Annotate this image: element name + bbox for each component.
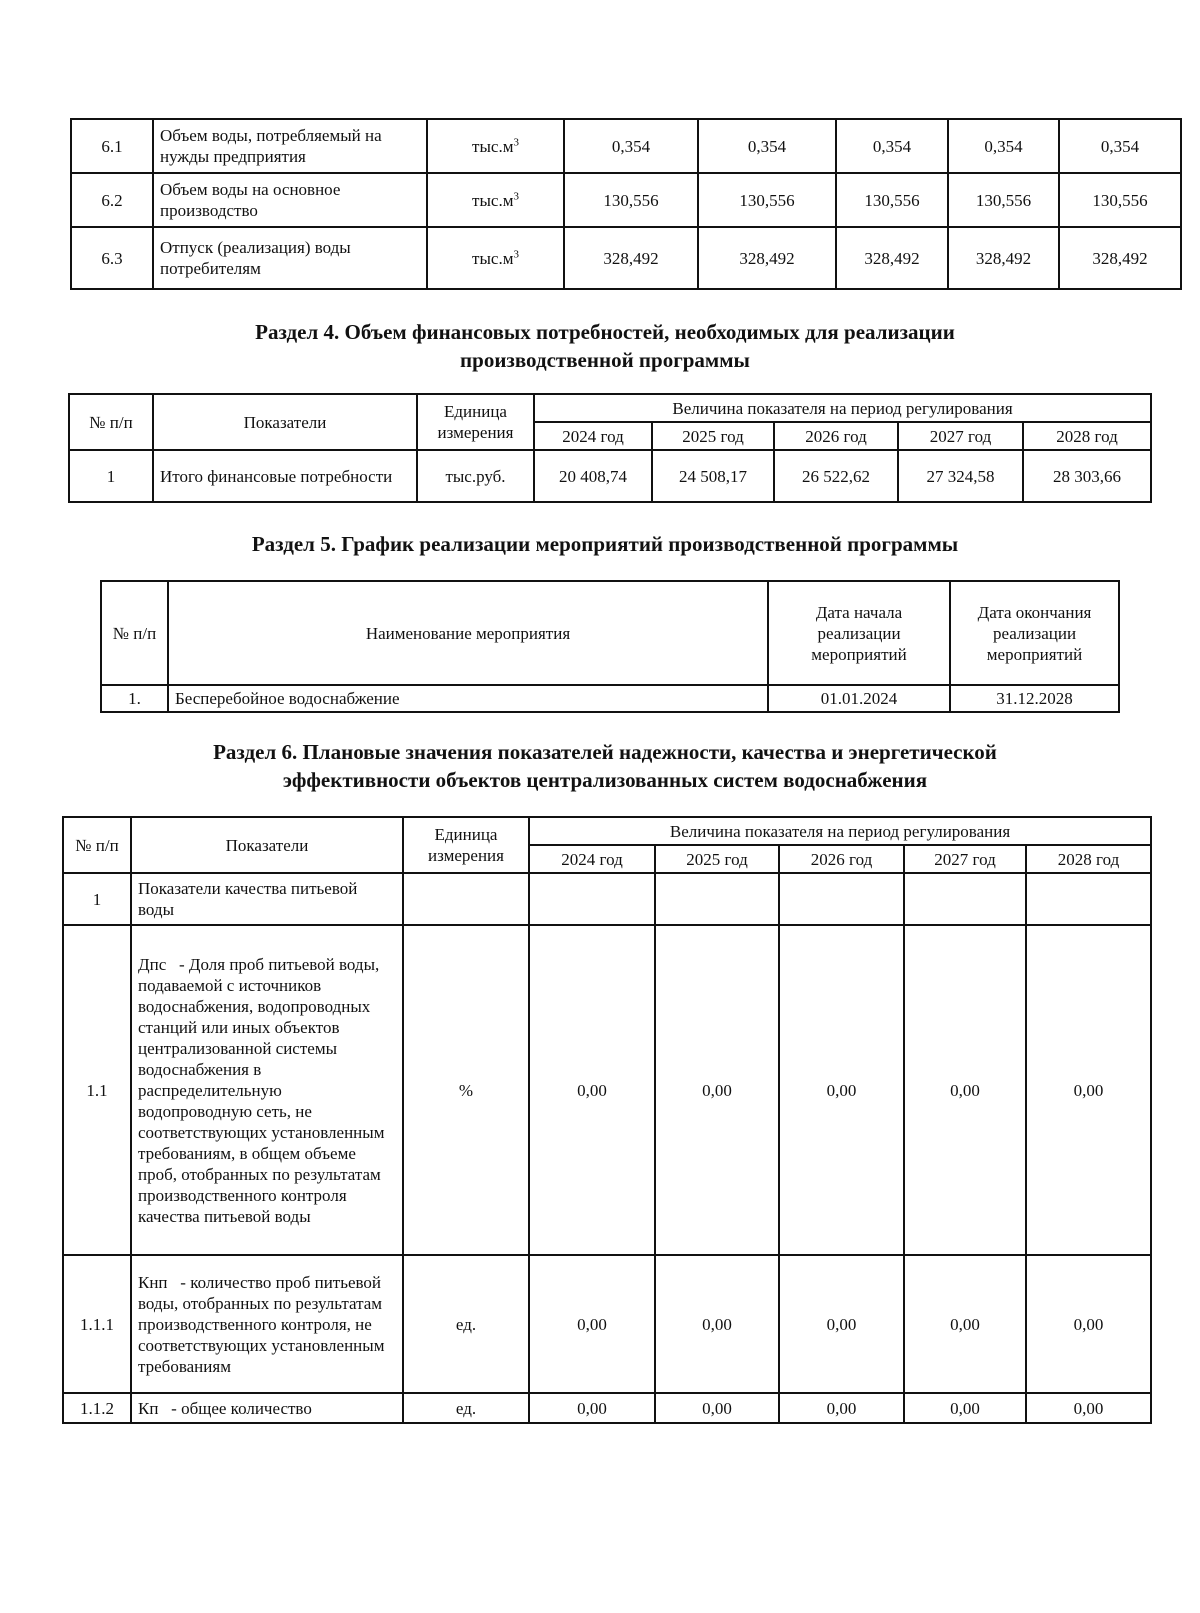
value-2025: 0,00 — [655, 925, 779, 1255]
row-name: Кнп - количество проб питьевой воды, отобранных по результатам производственного контроля, не соответствующих установленным требованиям — [131, 1255, 403, 1393]
value-2025: 24 508,17 — [652, 450, 774, 502]
row-name: Кп - общее количество — [131, 1393, 403, 1423]
value-2027: 328,492 — [948, 227, 1059, 289]
row-end-date: 31.12.2028 — [950, 685, 1119, 712]
value-2024: 0,354 — [564, 119, 698, 173]
row-unit: ед. — [403, 1393, 529, 1423]
table-row — [71, 173, 1181, 227]
table-row — [71, 227, 1181, 289]
row-number: 1.1 — [63, 925, 131, 1255]
header-year: 2026 год — [779, 845, 904, 873]
table-row — [63, 1393, 1151, 1423]
value-2028: 130,556 — [1059, 173, 1181, 227]
section4-title-line2: производственной программы — [460, 348, 750, 372]
row-number: 1 — [63, 873, 131, 925]
value-2026: 328,492 — [836, 227, 948, 289]
row-number: 6.2 — [71, 173, 153, 227]
row-unit: ед. — [403, 1255, 529, 1393]
header-end-date: Дата окончания реализации мероприятий — [950, 581, 1119, 685]
value-2027: 130,556 — [948, 173, 1059, 227]
row-number: 1 — [69, 450, 153, 502]
value-2025: 328,492 — [698, 227, 836, 289]
row-name: Объем воды на основное производство — [153, 173, 427, 227]
header-row — [101, 581, 1119, 685]
quality-indicators-table — [62, 816, 1152, 1424]
row-name: Бесперебойное водоснабжение — [168, 685, 768, 712]
value-2024: 20 408,74 — [534, 450, 652, 502]
value-2026: 0,00 — [779, 925, 904, 1255]
value-2027: 0,354 — [948, 119, 1059, 173]
value-2026: 130,556 — [836, 173, 948, 227]
table-row — [63, 925, 1151, 1255]
row-number: 1. — [101, 685, 168, 712]
value-2024 — [529, 873, 655, 925]
header-year: 2027 год — [898, 422, 1023, 450]
row-name: Итого финансовые потребности — [153, 450, 417, 502]
section5-title: Раздел 5. График реализации мероприятий производственной программы — [251, 532, 959, 556]
row-name: Дпс - Доля проб питьевой воды, подаваемой с источников водоснабжения, водопроводных станций или иных объектов централизованной системы водоснабжения в распределительную водопроводную сеть, не соответствующих установленным требованиям, в общем объеме проб, отобранных по результатам производственного контроля качества питьевой воды — [131, 925, 403, 1255]
value-2028 — [1026, 873, 1151, 925]
value-2027: 0,00 — [904, 1393, 1026, 1423]
table-row — [69, 450, 1151, 502]
header-year: 2025 год — [652, 422, 774, 450]
header-row — [69, 394, 1151, 422]
table-row — [63, 873, 1151, 925]
header-year: 2027 год — [904, 845, 1026, 873]
value-2025 — [655, 873, 779, 925]
value-2025: 0,00 — [655, 1393, 779, 1423]
value-2027: 0,00 — [904, 1255, 1026, 1393]
section4-title — [0, 318, 1200, 374]
header-name: Показатели — [131, 817, 403, 873]
table-row — [63, 1255, 1151, 1393]
row-unit: $тыс.м^3$ — [427, 119, 564, 173]
value-2028: 0,00 — [1026, 925, 1151, 1255]
row-number: 1.1.1 — [63, 1255, 131, 1393]
table-row — [101, 685, 1119, 712]
value-2028: 328,492 — [1059, 227, 1181, 289]
row-number: 6.3 — [71, 227, 153, 289]
value-2025: 130,556 — [698, 173, 836, 227]
table-row — [71, 119, 1181, 173]
value-2025: 0,00 — [655, 1255, 779, 1393]
value-2024: 0,00 — [529, 1255, 655, 1393]
header-name: Показатели — [153, 394, 417, 450]
header-year: 2024 год — [534, 422, 652, 450]
section6-title-line2: эффективности объектов централизованных систем водоснабжения — [282, 768, 928, 792]
header-year: 2024 год — [529, 845, 655, 873]
header-period: Величина показателя на период регулирования — [534, 394, 1151, 422]
value-2027: 27 324,58 — [898, 450, 1023, 502]
row-unit: $тыс.м^3$ — [427, 173, 564, 227]
header-unit: Единица измерения — [403, 817, 529, 873]
section4-title-line1: Раздел 4. Объем финансовых потребностей, необходимых для реализации — [255, 320, 955, 344]
section6-title-line1: Раздел 6. Плановые значения показателей надежности, качества и энергетической — [213, 740, 997, 764]
value-2026: 0,354 — [836, 119, 948, 173]
row-name: Объем воды, потребляемый на нужды предприятия — [153, 119, 427, 173]
value-2027: 0,00 — [904, 925, 1026, 1255]
value-2026: 0,00 — [779, 1393, 904, 1423]
section6-title — [0, 738, 1200, 794]
top-volume-table — [70, 118, 1182, 290]
value-2024: 0,00 — [529, 925, 655, 1255]
header-num: № п/п — [69, 394, 153, 450]
row-name: Показатели качества питьевой воды — [131, 873, 403, 925]
header-num: № п/п — [63, 817, 131, 873]
row-unit: тыс.руб. — [417, 450, 534, 502]
row-start-date: 01.01.2024 — [768, 685, 950, 712]
value-2026 — [779, 873, 904, 925]
header-period: Величина показателя на период регулирования — [529, 817, 1151, 845]
value-2026: 0,00 — [779, 1255, 904, 1393]
row-unit: $тыс.м^3$ — [427, 227, 564, 289]
value-2025: 0,354 — [698, 119, 836, 173]
header-year: 2028 год — [1023, 422, 1151, 450]
value-2024: 0,00 — [529, 1393, 655, 1423]
row-number: 1.1.2 — [63, 1393, 131, 1423]
value-2028: 0,00 — [1026, 1393, 1151, 1423]
value-2024: 130,556 — [564, 173, 698, 227]
row-unit — [403, 873, 529, 925]
row-unit: % — [403, 925, 529, 1255]
value-2028: 28 303,66 — [1023, 450, 1151, 502]
header-start-date: Дата начала реализации мероприятий — [768, 581, 950, 685]
header-row — [63, 817, 1151, 845]
financial-needs-table — [68, 393, 1152, 503]
header-unit: Единица измерения — [417, 394, 534, 450]
row-name: Отпуск (реализация) воды потребителям — [153, 227, 427, 289]
value-2024: 328,492 — [564, 227, 698, 289]
header-name: Наименование мероприятия — [168, 581, 768, 685]
schedule-table — [100, 580, 1120, 713]
value-2026: 26 522,62 — [774, 450, 898, 502]
header-year: 2028 год — [1026, 845, 1151, 873]
value-2027 — [904, 873, 1026, 925]
row-number: 6.1 — [71, 119, 153, 173]
header-year: 2025 год — [655, 845, 779, 873]
value-2028: 0,354 — [1059, 119, 1181, 173]
value-2028: 0,00 — [1026, 1255, 1151, 1393]
header-num: № п/п — [101, 581, 168, 685]
header-year: 2026 год — [774, 422, 898, 450]
